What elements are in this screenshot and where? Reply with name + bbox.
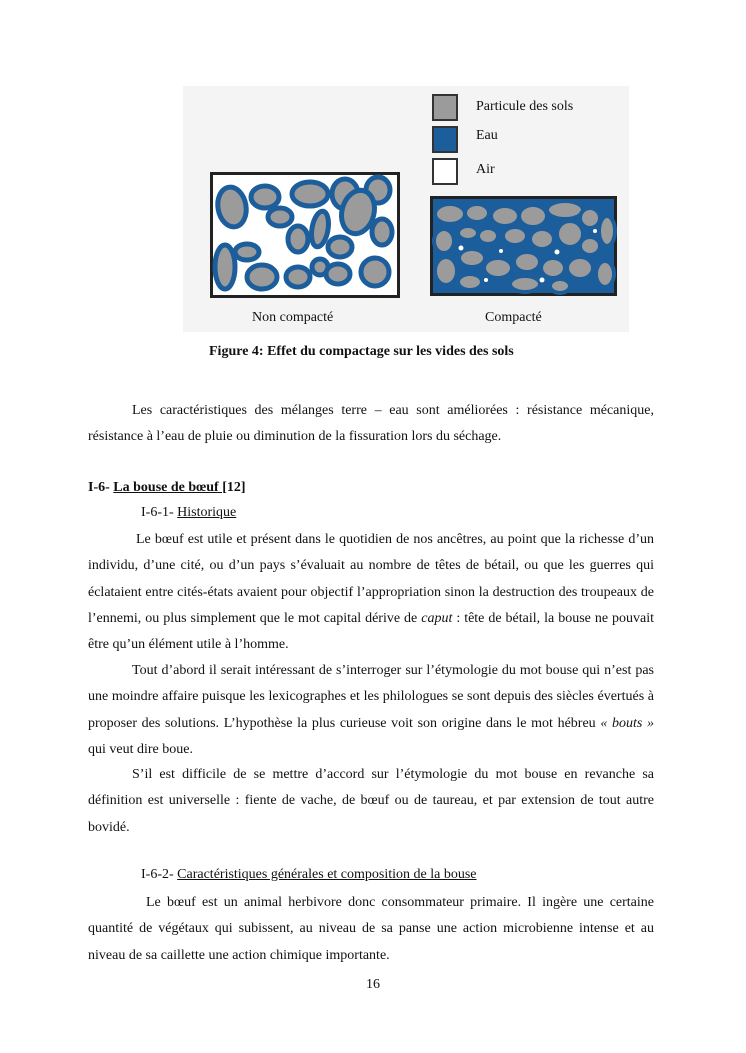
subsection-title-1: Historique [177,505,237,520]
section-heading [88,480,246,496]
section-number: I-6- [88,480,114,495]
paragraph-history [88,527,654,658]
legend-swatch-particle [432,94,458,121]
section-title: La bouse de bœuf [ [113,480,227,495]
paragraph-definition-text: S’il est difficile de se mettre d’accord sur l’étymologie du mot bouse en revanche sa définition est universelle : fiente de vache, de bœuf ou de taureau, et par extension de tout autre bovidé. [88,767,654,835]
subsection-heading-2 [141,867,477,883]
legend-swatch-air [432,158,458,185]
paragraph-etymology-end: qui veut dire boue. [88,741,193,757]
page-number: 16 [366,977,380,992]
paragraph-history-italic: caput [421,610,453,626]
paragraph-etymology-text: Tout d’abord il serait intéressant de s’interroger sur l’étymologie du mot bouse qui n’est pas une moindre affaire puisque les lexicographes et les philologues se sont depuis des siècles évertués à proposer des solutions. L’hypothèse la plus curieuse voit son origine dans le mot hébreu [88,663,654,731]
paragraph-composition-text: Le bœuf est un animal herbivore donc consommateur primaire. Il ingère une certaine quantité de végétaux qui subissent, au niveau de sa panse une action microbienne intense et au niveau de sa caillette une action chimique importante. [88,895,654,963]
subsection-number-1: I-6-1- [141,505,178,520]
paragraph-composition [88,890,654,969]
paragraph-history-end: : tête de bétail, la bouse ne pouvait être qu’un élément utile à l’homme. [88,610,655,653]
intro-paragraph [88,398,654,451]
compacted-diagram [430,196,617,296]
legend-label-particle: Particule des sols [476,99,574,114]
legend-swatch-water [432,126,458,153]
subsection-title-2: Caractéristiques générales et composition de la bouse [177,867,477,882]
label-compacted: Compacté [485,310,542,325]
legend-label-water: Eau [476,128,498,143]
label-non-compacted: Non compacté [252,310,334,325]
paragraph-history-text: Le bœuf est utile et présent dans le quotidien de nos ancêtres, au point que la richesse d’un individu, d’une cité, ou d’un pays s’évaluait au nombre de têtes de bétail, ou que les guerres qui éclataient entre cités-états avaient pour objectif l’appropriation sinon la destruction des troupeaux de l’ennemi, ou plus simplement que le mot capital dérive de [88,532,654,626]
paragraph-etymology [88,658,654,763]
paragraph-definition [88,762,654,841]
subsection-heading-1 [141,505,236,521]
non-compacted-diagram [210,172,400,298]
legend-label-air: Air [476,162,495,177]
section-reference: 12] [226,480,246,495]
figure-caption: Figure 4: Effet du compactage sur les vides des sols [209,344,514,359]
paragraph-etymology-italic: « bouts » [600,715,654,731]
intro-paragraph-text: Les caractéristiques des mélanges terre – eau sont améliorées : résistance mécanique, résistance à l’eau de pluie ou diminution de la fissuration lors du séchage. [88,403,654,445]
subsection-number-2: I-6-2- [141,867,178,882]
